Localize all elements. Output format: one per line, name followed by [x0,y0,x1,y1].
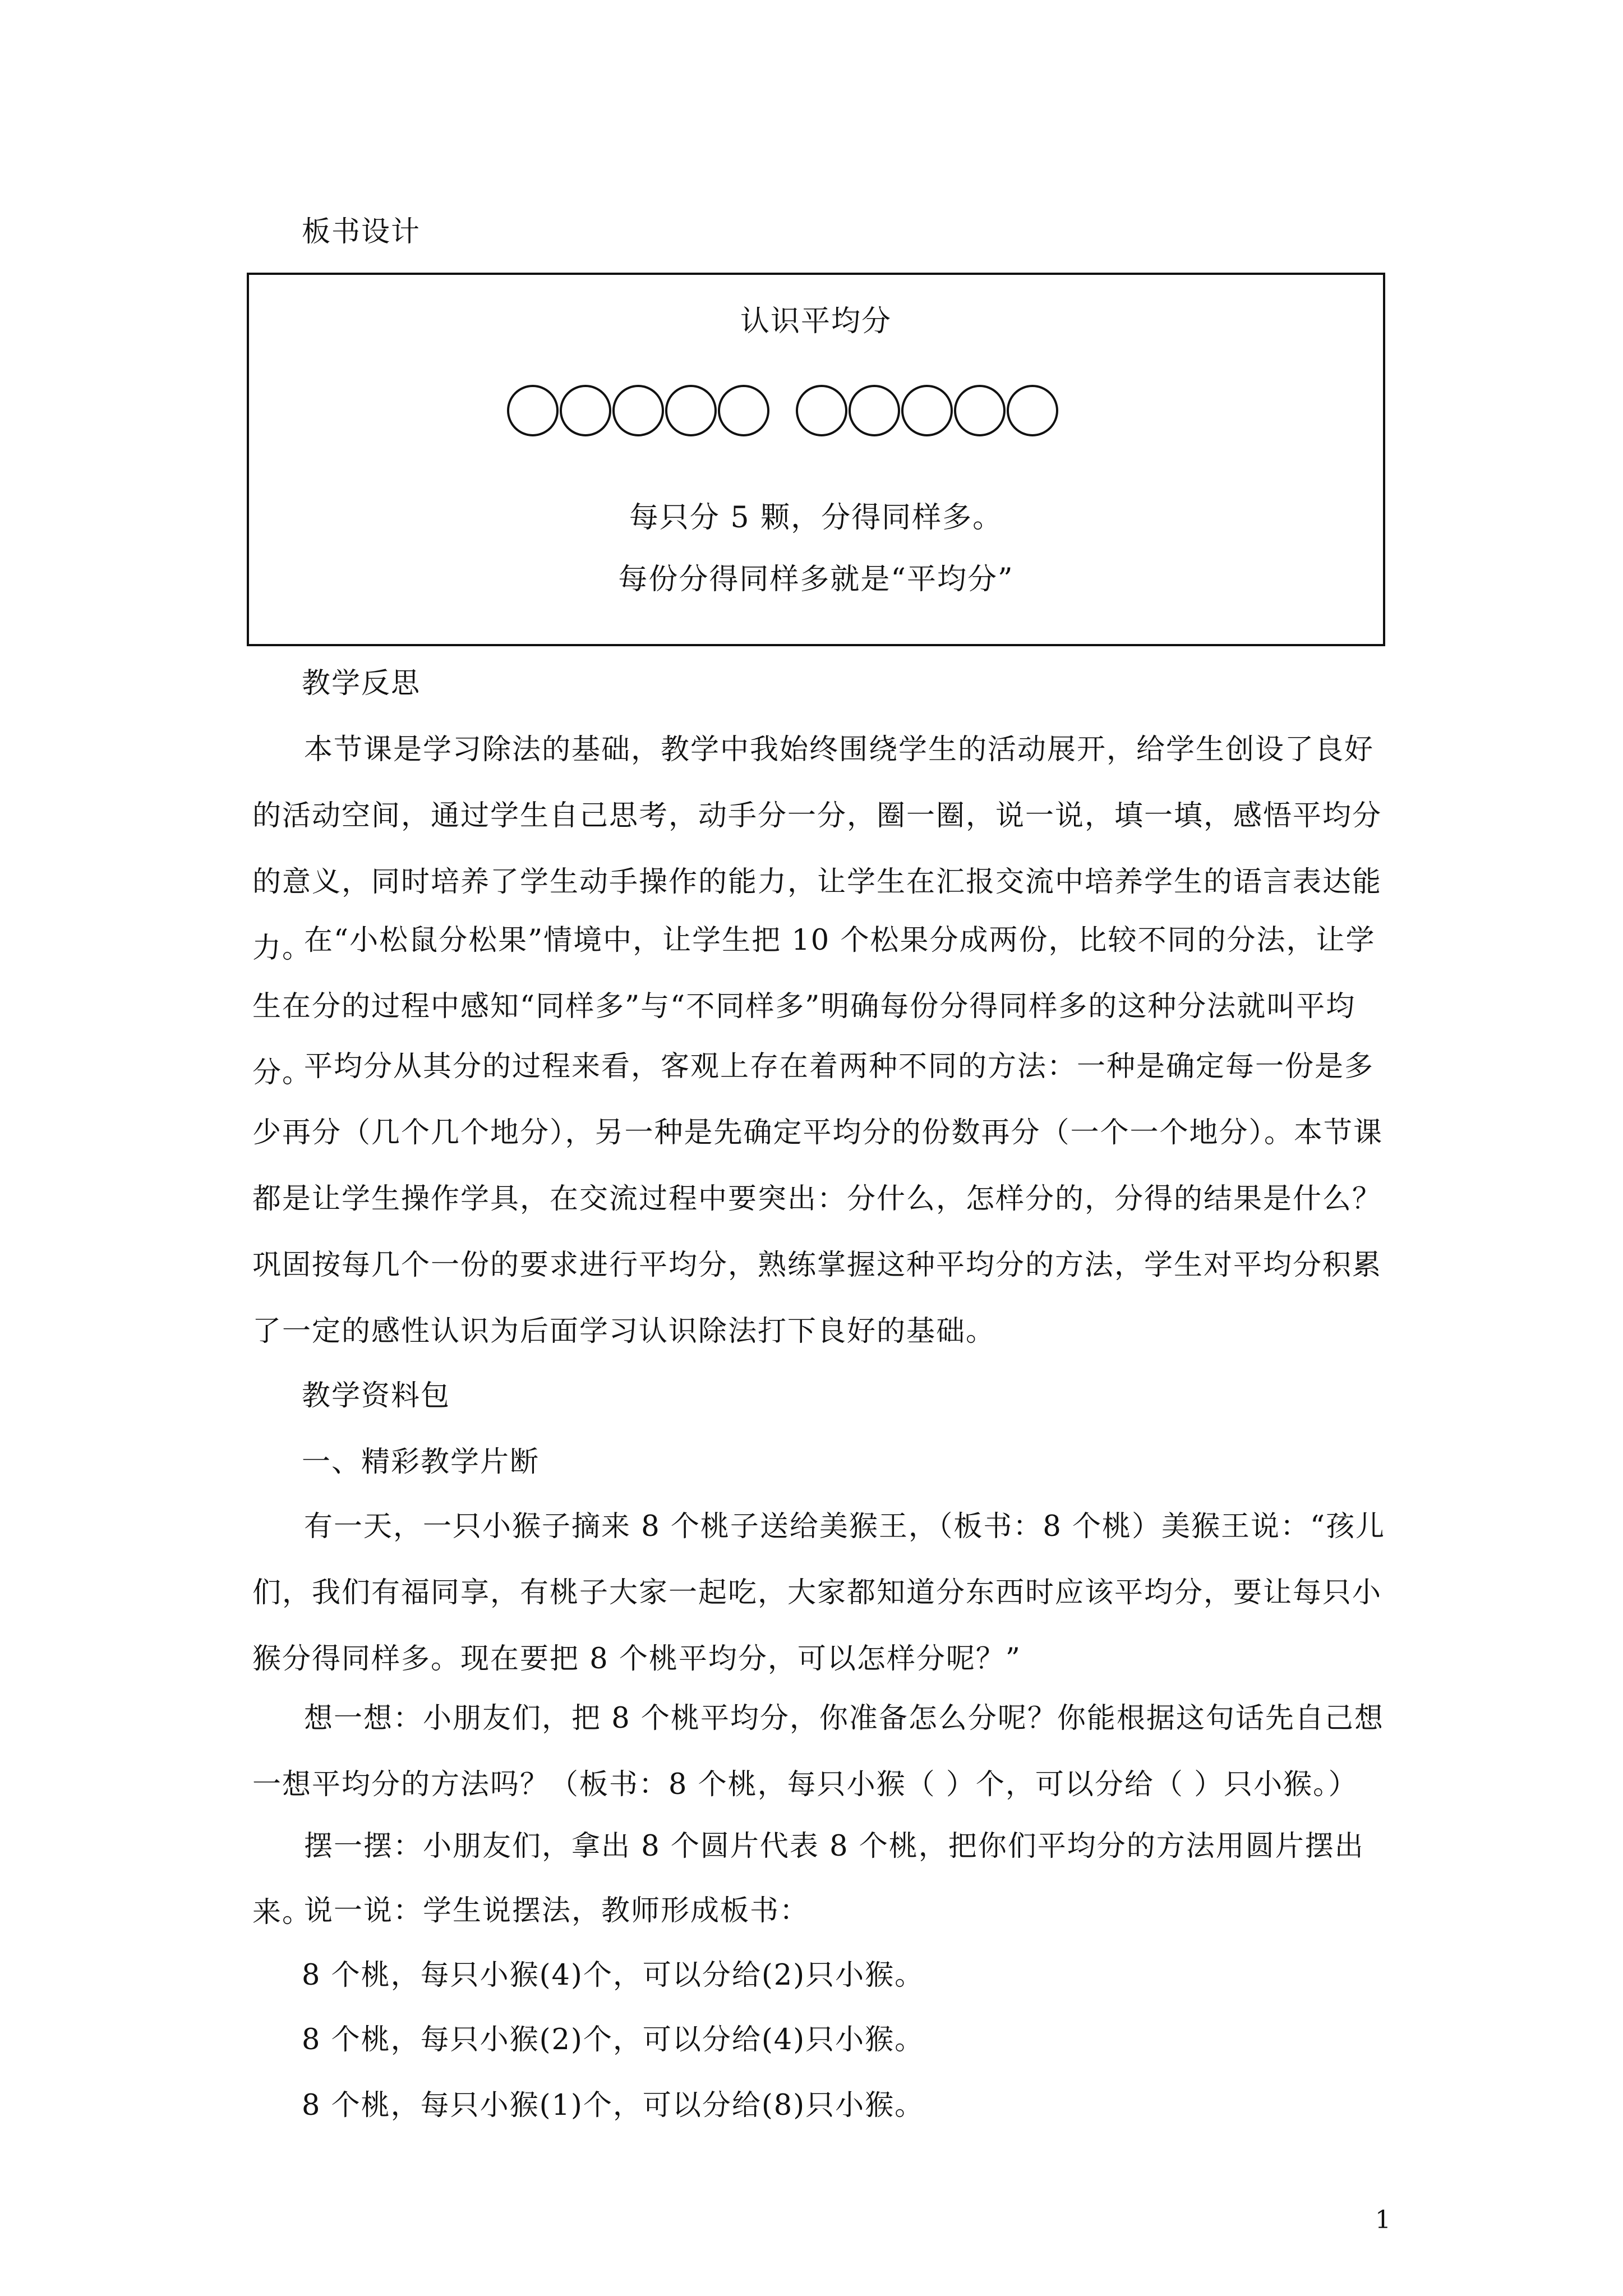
resources-paragraph-3: 摆一摆：小朋友们，拿出 8 个圆片代表 8 个桃，把你们平均分的方法用圆片摆出来。 [252,1830,1364,1929]
circle [560,385,611,436]
circle [796,385,847,436]
reflection-paragraph-1: 本节课是学习除法的基础，教学中我始终围绕学生的活动展开，给学生创设了良好的活动空间，通过学生自己思考，动手分一分，圈一圈，说一说，填一填，感悟平均分的意义，同时培养了学生动手操作的能力，让学生在汇报交流中培养学生的语言表达能力。 [252,733,1382,965]
board-line-2: 每份分得同样多就是“平均分” [618,563,1014,596]
board-result-line-3: 8 个桃，每只小猴(1)个，可以分给(8)只小猴。 [302,2089,925,2122]
reflection-heading: 教学反思 [302,667,421,700]
circle [954,385,1006,436]
reflection-paragraph-2: 在“小松鼠分松果”情境中，让学生把 10 个松果分成两份，比较不同的分法，让学生在分的过程中感知“同样多”与“不同样多”明确每份分得同样多的这种分法就叫平均分。 [252,924,1376,1089]
reflection-paragraph-3: 平均分从其分的过程来看，客观上存在着两种不同的方法：一种是确定每一份是多少再分（几个几个地分），另一种是先确定平均分的份数再分（一个一个地分）。本节课都是让学生操作学具，在交流过程中要突出：分什么，怎样分的，分得的结果是什么？巩固按每几个一份的要求进行平均分，熟练掌握这种平均分的方法，学生对平均分积累了一定的感性认识为后面学习认识除法打下良好的基础。 [252,1050,1384,1348]
circle [901,385,953,436]
board-line-1: 每只分 5 颗，分得同样多。 [629,501,1003,535]
resources-heading: 教学资料包 [302,1379,451,1412]
circle [507,385,559,436]
board-title: 认识平均分 [740,305,892,338]
circle [1007,385,1058,436]
circle [849,385,900,436]
circle-group-left [507,385,771,441]
board-design-heading: 板书设计 [302,215,421,249]
board-result-line-1: 8 个桃，每只小猴(4)个，可以分给(2)只小猴。 [302,1959,925,1992]
resources-subheading: 一、精彩教学片断 [302,1446,540,1479]
resources-paragraph-4: 说一说：学生说摆法，教师形成板书： [304,1894,810,1927]
circle-group-right [796,385,1059,441]
board-design-box [247,273,1385,646]
circle [665,385,717,436]
resources-paragraph-2: 想一想：小朋友们，把 8 个桃平均分，你准备怎么分呢？你能根据这句话先自己想一想平均分的方法吗？（板书：8 个桃，每只小猴（ ）个，可以分给（ ）只小猴。） [252,1702,1384,1801]
page-number: 1 [1375,2206,1391,2234]
circle [612,385,664,436]
circle [718,385,769,436]
board-result-line-2: 8 个桃，每只小猴(2)个，可以分给(4)只小猴。 [302,2023,925,2056]
resources-paragraph-1: 有一天，一只小猴子摘来 8 个桃子送给美猴王，（板书：8 个桃）美猴王说：“孩儿们，我们有福同享，有桃子大家一起吃，大家都知道分东西时应该平均分，要让每只小猴分得同样多。现在要把 8 个桃平均分，可以怎样分呢？” [252,1510,1386,1676]
